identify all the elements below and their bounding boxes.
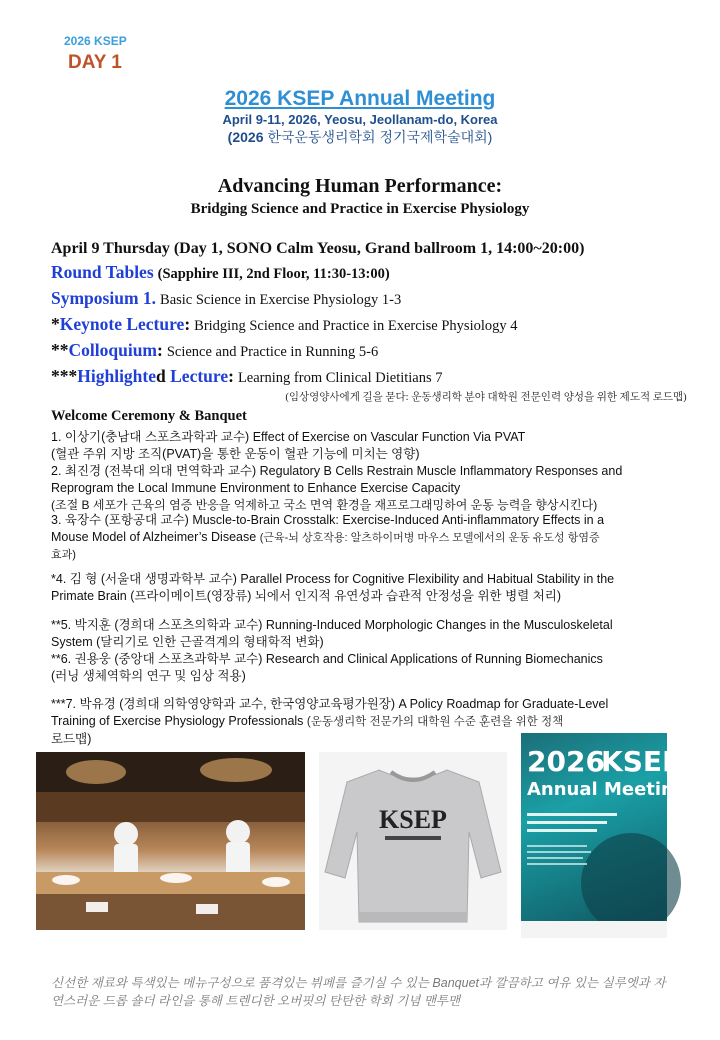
highlighted-colon: : xyxy=(228,366,234,386)
speaker-4 xyxy=(51,571,671,605)
meeting-korean-title xyxy=(0,128,720,147)
highlighted-line xyxy=(51,364,691,390)
colloquium-colon: : xyxy=(157,340,163,360)
theme-block xyxy=(0,174,720,220)
speaker-1-line1: 1. 이상기(충남대 스포츠과학과 교수) Effect of Exercise on Vascular Function Via PVAT xyxy=(51,430,526,444)
program-list xyxy=(51,238,691,427)
image-caption: 신선한 재료와 특색있는 메뉴구성으로 품격있는 뷔페를 즐기실 수 있는 Banquet과 깔끔하고 여유 있는 실루엣과 자연스러운 드롭 숄더 라인을 통해 트렌디한 오버핏의 탄탄한 학회 기념 맨투맨 xyxy=(51,976,666,1008)
speaker-2-line2: Reprogram the Local Immune Environment to Enhance Exercise Capacity xyxy=(51,481,461,495)
poster-line2: Annual Meeting xyxy=(527,779,687,800)
welcome-banquet: Welcome Ceremony & Banquet xyxy=(51,408,247,424)
highlighted-stars: *** xyxy=(51,366,78,386)
sweatshirt-photo xyxy=(319,752,507,930)
banquet-illustration xyxy=(36,752,305,930)
theme-subtitle: Bridging Science and Practice in Exercise Physiology xyxy=(190,201,530,217)
speaker-7-title-end: Training of Exercise Physiology Professionals xyxy=(51,714,304,728)
speaker-6 xyxy=(51,651,671,685)
poster-year: 2026 xyxy=(527,745,605,778)
event-tag: 2026 KSEP xyxy=(64,34,127,48)
round-tables-detail: (Sapphire III, 2nd Floor, 11:30-13:00) xyxy=(157,266,390,282)
symposium-label: Symposium 1. xyxy=(51,288,157,308)
highlighted-label-end: d xyxy=(156,366,166,386)
speaker-3-line1: 3. 육장수 (포항공대 교수) Muscle-to-Brain Crosstalk: Exercise-Induced Anti-inflammatory Effects in a xyxy=(51,513,605,527)
speaker-6-line1: **6. 권용웅 (중앙대 스포츠과학부 교수) Research and Clinical Applications of Running Biomechanics xyxy=(51,652,603,666)
theme-title: Advancing Human Performance: xyxy=(217,175,503,197)
meeting-dates: April 9-11, 2026, Yeosu, Jeollanam-do, Korea xyxy=(222,112,498,127)
speaker-2 xyxy=(51,463,671,514)
poster-brand: KSEP xyxy=(601,745,683,778)
colloquium-stars: ** xyxy=(51,340,69,360)
highlighted-detail: Learning from Clinical Dietitians 7 xyxy=(237,370,443,386)
speaker-7-line1: ***7. 박유경 (경희대 의학영양학과 교수, 한국영양교육평가원장) A Policy Roadmap for Graduate-Level xyxy=(51,697,609,711)
speaker-3-line2 xyxy=(51,529,671,547)
colloquium-detail: Science and Practice in Running 5-6 xyxy=(166,344,379,360)
speaker-5-line2: System (달리기로 인한 근골격계의 형태학적 변화) xyxy=(51,635,324,649)
highlighted-label2: Lecture xyxy=(165,366,229,386)
korean-prefix: (2026 xyxy=(227,129,264,145)
symposium-line xyxy=(51,286,691,312)
speaker-3-korean: (근육-뇌 상호작용: 알츠하이머병 마우스 모델에서의 운동 유도성 항염증 xyxy=(259,532,600,544)
speaker-1 xyxy=(51,429,671,463)
banquet-photo xyxy=(36,752,305,930)
shirt-logo-text: KSEP xyxy=(379,805,447,834)
keynote-detail: Bridging Science and Practice in Exercise Physiology 4 xyxy=(194,318,518,334)
round-tables-line xyxy=(51,260,691,286)
speaker-7-line2 xyxy=(51,713,671,731)
speaker-3-line3: 효과) xyxy=(51,549,76,561)
poster-illustration xyxy=(521,733,687,938)
speaker-7-korean: (운동생리학 전문가의 대학원 수준 훈련을 위한 정책 xyxy=(306,716,564,728)
speaker-6-line2: (러닝 생체역학의 연구 및 임상 적용) xyxy=(51,669,246,683)
colloquium-label: Colloquium xyxy=(68,340,157,360)
keynote-line xyxy=(51,312,691,338)
round-tables-label: Round Tables xyxy=(51,262,154,282)
sweatshirt-illustration xyxy=(319,752,507,930)
speaker-5-line1: **5. 박지훈 (경희대 스포츠의학과 교수) Running-Induced Morphologic Changes in the Musculoskeletal xyxy=(51,618,613,632)
speaker-1-line2: (혈관 주위 지방 조직(PVAT)을 통한 운동이 혈관 기능에 미치는 영향) xyxy=(51,447,420,461)
keynote-stars: * xyxy=(51,314,60,334)
speaker-4-line2: Primate Brain (프라이메이트(영장류) 뇌에서 인지적 유연성과 습관적 안정성을 위한 병렬 처리) xyxy=(51,589,562,603)
speaker-4-line1: *4. 김 형 (서울대 생명과학부 교수) Parallel Process for Cognitive Flexibility and Habitual Stability in the xyxy=(51,572,615,586)
highlighted-label: Highlighte xyxy=(77,366,157,386)
symposium-detail: Basic Science in Exercise Physiology 1-3 xyxy=(160,292,402,308)
speaker-2-line3: (조절 B 세포가 근육의 염증 반응을 억제하고 국소 면역 환경을 재프로그래밍하여 운동 능력을 향상시킨다) xyxy=(51,498,598,512)
day-label: DAY 1 xyxy=(68,52,122,73)
colloquium-line xyxy=(51,338,691,364)
korean-title-text: 한국운동생리학회 정기국제학술대회) xyxy=(267,129,493,145)
program-date-line: April 9 Thursday (Day 1, SONO Calm Yeosu, Grand ballroom 1, 14:00~20:00) xyxy=(51,240,585,257)
speaker-5 xyxy=(51,617,671,651)
meeting-header xyxy=(0,86,720,147)
speaker-2-line1: 2. 최진경 (전북대 의대 면역학과 교수) Regulatory B Cells Restrain Muscle Inflammatory Responses and xyxy=(51,464,623,478)
meeting-poster xyxy=(521,733,687,938)
highlighted-note: (임상영양사에게 길을 묻다: 운동생리학 분야 대학원 전문인력 양성을 위한 제도적 로드맵) xyxy=(285,392,687,403)
meeting-title[interactable]: 2026 KSEP Annual Meeting xyxy=(224,87,496,110)
speaker-3 xyxy=(51,512,671,564)
keynote-colon: : xyxy=(184,314,191,334)
keynote-label: Keynote Lecture xyxy=(59,314,185,334)
speaker-7-line3: 로드맵) xyxy=(51,732,92,746)
speaker-3-title-end: Mouse Model of Alzheimer’s Disease xyxy=(51,530,257,544)
